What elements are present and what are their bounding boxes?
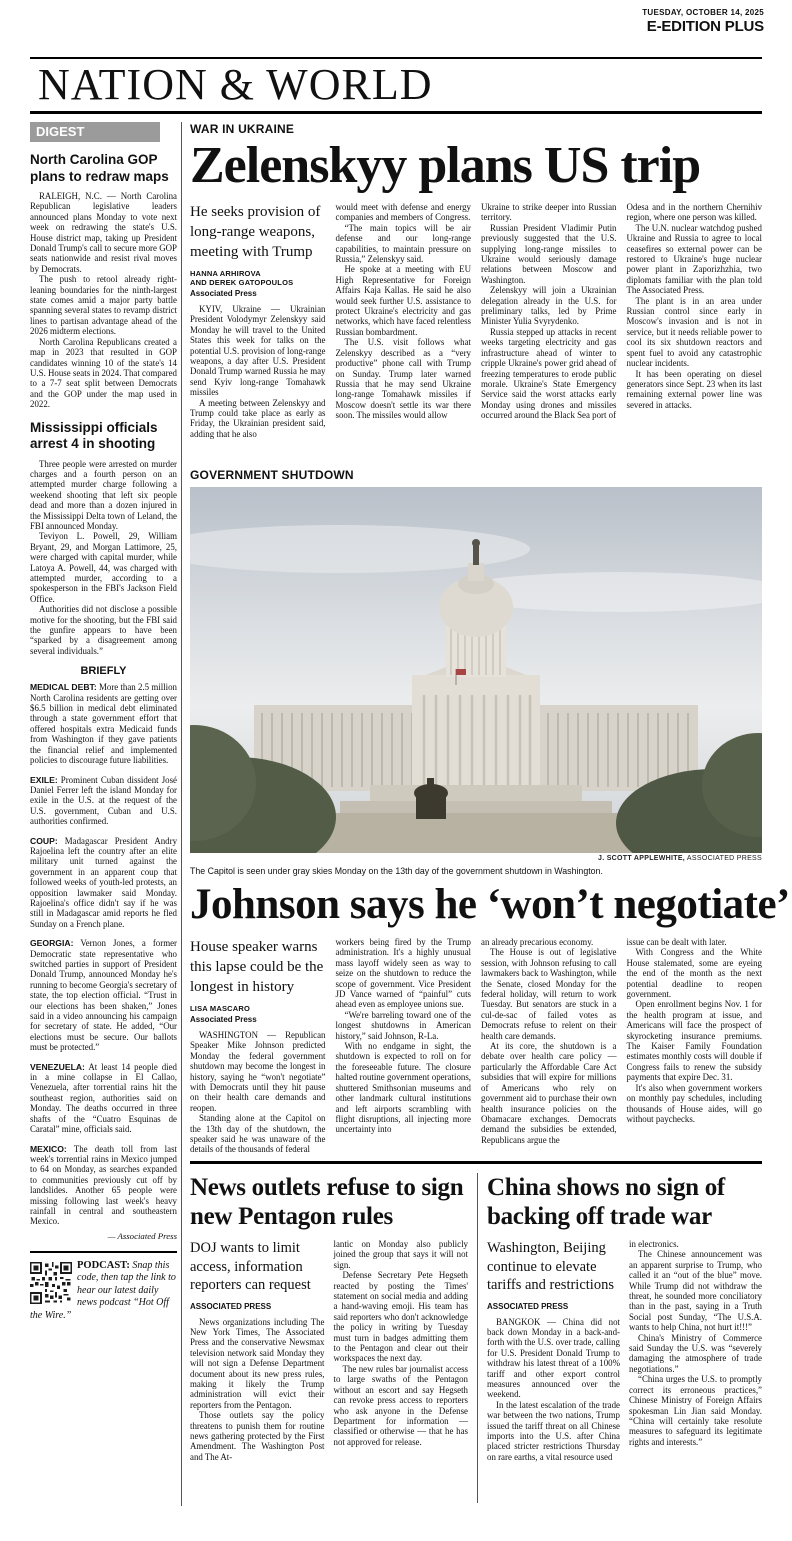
article-china [487,1173,762,1507]
brief-label: EXILE: [30,774,58,785]
paragraph: It's also when government workers on monthly pay schedules, including thousands of House aides, will go without paychecks. [626,1082,762,1124]
paragraph: China's Ministry of Commerce said Sunday the U.S. was “severely damaging the atmosphere of trade negotiations.” [629,1332,762,1374]
edition-date: TUESDAY, OCTOBER 14, 2025 [642,8,764,17]
paragraph: “We're barreling toward one of the longest shutdowns in American history,” said Johnson, R-La. [335,1009,471,1041]
article-zelenskyy [190,122,762,458]
brief-text: Vernon Jones, a former Democratic state representative who switched parties in support of President Donald Trump, announced Monday he's running to become Georgia's secretary of state, the top election official. “Trust in our elections has been shaken,” Jones said in a video announcing his campaign for secretary of state. He added, “Our elections must be secure. Our ballots must be protected.” [30,938,177,1053]
byline-credit: Associated Press [190,1015,257,1024]
paragraph: Three people were arrested on murder charges and a fourth person on an attempted murder charge following a weekend shooting that left six people dead and more than a dozen injured in the Mississippi Delta town of Leland, the FBI announced Monday. [30,458,177,531]
paragraph: would meet with defense and energy companies and members of Congress. [335,202,471,223]
article-columns [190,937,762,1155]
photo-credit-agency: ASSOCIATED PRESS [686,855,762,862]
capitol-illustration [190,487,762,853]
byline: HANNA ARHIROVA [190,269,261,278]
qr-code-icon [30,1262,72,1304]
paragraph: The U.N. nuclear watchdog pushed Ukraine and Russia to agree to local ceasefires so external power can be restored to Ukraine's huge nuclear power plant in Zaporizhzhia, two diplomats familiar with the plan told The Associated Press. [626,222,762,296]
paragraph: With Congress and the White House stalemated, some are eyeing the end of the month as the next potential deadline to reopen government. [626,947,762,1000]
column [627,202,763,458]
paragraph: The new rules bar journalist access to large swaths of the Pentagon without an escort and say Hegseth can revoke press access to reporters who ask anyone in the Defense Department for information — classified or otherwise — that he has not approved for release. [333,1363,468,1447]
photo-credit-name: J. SCOTT APPLEWHITE, [598,855,686,862]
brief-item [30,682,177,765]
brief-item [30,775,177,827]
brief-item [30,1062,177,1135]
paragraph: At its core, the shutdown is a debate over health care policy — particularly the Affordable Care Act subsidies that will expire for millions of Americans who rely on government aid to purchase their own health insurance policies on the Obamacare exchanges. Democrats demand the subsidies be extended, Republicans argue the [481,1041,617,1145]
section-masthead [30,57,762,114]
paragraph: Russia stepped up attacks in recent weeks targeting electricity and gas infrastructure ahead of winter to cripple Ukraine's power grid ahead of freezing temperatures to erode public morale. Ukraine's State Emergency Service said the worst attacks early Monday using drones and missiles occurred around the Black Sea port of [481,326,617,421]
column [190,1239,325,1507]
paragraph: He spoke at a meeting with EU High Representative for Foreign Affairs Kaja Kallas. He said he also would seek further U.S. assistance to protect Ukraine's electricity and gas networks, which have faced relentless Russian bombardment. [335,264,471,337]
paragraph: KYIV, Ukraine — Ukrainian President Volodymyr Zelenskyy said Monday he will travel to the United States this week for talks on the potential U.S. provision of long-range weapons, a day after U.S. President Donald Trump warned Russia he may send Kyiv long-range Tomahawk missiles [190,304,326,398]
article-columns [487,1239,762,1507]
paragraph: Open enrollment begins Nov. 1 for the health program at issue, and Americans will face the prospect of skyrocketing insurance premiums. The Kaiser Family Foundation estimates monthly costs will double if Congress fails to renew the subsidy payments that expire Dec. 31. [626,999,762,1083]
paragraph: News organizations including The New York Times, The Associated Press and the conservative Newsmax television network said Monday they will not sign a Defense Department document about its new press rules, making it likely the Trump administration will evict their reporters from the Pentagon. [190,1316,325,1410]
byline-credit: Associated Press [190,289,257,298]
deck: House speaker warns this lapse could be the longest in history [190,939,324,995]
paragraph: in electronics. [629,1239,679,1249]
page-title: NATION & WORLD [38,60,433,109]
brief-label: MEXICO: [30,1143,67,1154]
brief-text: More than 2.5 million North Carolina residents are getting over $6.5 billion in medical debt eliminated through a state government effort that offered hospitals extra Medicaid funds from Washington if they gave patients the financial relief and implemented policies to discourage future liabilities. [30,682,177,766]
column [336,202,472,458]
byline: ASSOCIATED PRESS [487,1301,569,1311]
paragraph: The U.S. visit follows what Zelenskyy described as a “very productive” phone call with Trump on Sunday. Trump later warned Russia that he may send Ukraine long-range Tomahawk missiles if Moscow doesn't settle its war there soon. The missiles would allow [335,337,471,421]
paragraph: workers being fired by the Trump administration. It's a highly unusual mass layoff widely seen as way to seize on the shutdown to reduce the scope of government. Vice President JD Vance warned of “painful” cuts ahead even as employee unions sue. [335,937,471,1010]
brief-item [30,1144,177,1227]
kicker: GOVERNMENT SHUTDOWN [190,468,354,482]
podcast-text: Snap this code, then tap the link to hear our latest daily news podcast “Hot Off the Wire.” [30,1259,176,1321]
paragraph: an already precarious economy. [481,937,594,947]
byline: ASSOCIATED PRESS [190,1301,272,1311]
paragraph: The plant is in an area under Russian control since early in Moscow's invasion and is not in service, but it needs reliable power to cool its six shutdown reactors and spent fuel to avoid any catastrophic nuclear incidents. [626,295,762,369]
byline: LISA MASCARO [190,1004,251,1013]
paragraph: North Carolina Republicans created a map in 2023 that resulted in GOP candidates winning 10 of the state's 14 U.S. House seats in 2024. That compared to a 7-7 seat split between Democrats and the GOP under the map used in 2022. [30,336,177,410]
column [336,937,472,1155]
paragraph: Those outlets say the policy threatens to punish them for routine news gathering protected by the First Amendment. The Washington Post and The At- [190,1410,325,1462]
column [487,1239,620,1507]
paragraph: Ukraine to strike deeper into Russian territory. [481,202,617,223]
digest-rail [30,122,177,1322]
section-divider [190,1161,762,1164]
paragraph: lantic on Monday also publicly joined the group that says it will not sign. [333,1239,468,1270]
paragraph: In the latest escalation of the trade war between the two nations, Trump issued the tariff threat on all Chinese imports into the U.S. after China placed stricter restrictions Thursday on rare earths, a vital resource used [487,1399,620,1462]
paragraph: With no endgame in sight, the shutdown is expected to roll on for the foreseeable future. The closure halted routine government operations, shuttered Smithsonian museums and other landmark cultural institutions and left airports scrambling with flight disruptions, all injecting more uncertainty into [335,1041,471,1135]
paragraph: Defense Secretary Pete Hegseth reacted by posting the Times' statement on social media and adding a hand-waving emoji. His team has said reporters who don't acknowledge the policy in writing by Tuesday must turn in badges admitting them to the Pentagon and clear out their workspaces the next day. [333,1270,468,1364]
column [334,1239,469,1507]
article-shutdown [190,468,790,1155]
brief-text: Madagascar President Andry Rajoelina left the country after an elite military unit turned against the government in an apparent coup that followed weeks of youth-led protests, an opposition lawmaker said Monday. Rajoelina's office didn't say if he was still in Madagascar amid reports he fled Sunday on a French plane. [30,835,178,929]
column [190,202,326,458]
paragraph: A meeting between Zelenskyy and Trump could take place as early as Friday, the Ukrainian president said, adding that he also [190,397,326,439]
capitol-photo [190,487,762,853]
paragraph: “The main topics will be air defense and our long-range capabilities, to maintain pressure on Russia,” Zelenskyy said. [335,222,471,265]
brief-text: The death toll from last week's torrential rains in Mexico jumped to 64 on Monday, as searches expanded to communities previously cut off by landslides. Another 65 people were missing following last week's heavy rainfall in central and southeastern Mexico. [30,1143,177,1227]
deck: DOJ wants to limit access, information reporters can request [190,1240,311,1293]
paragraph: Zelenskyy will join a Ukrainian delegation already in the U.S. for preliminary talks, led by Prime Minister Yulia Svyrydenko. [481,285,617,327]
brief-label: MEDICAL DEBT: [30,682,97,693]
digest-story-headline: North Carolina GOP plans to redraw maps [30,152,169,184]
digest-story-headline: Mississippi officials arrest 4 in shooting [30,419,158,452]
paragraph: issue can be dealt with later. [626,937,727,947]
story-divider [477,1173,478,1503]
paragraph: Teviyon L. Powell, 29, William Bryant, 29, and Morgan Lattimore, 25, were charged with capital murder, while Latoya A. Powell, 44, was charged with attempted murder, according to a spokesperson in the FBI's Jackson Field Office. [30,531,177,604]
paragraph: WASHINGTON — Republican Speaker Mike Johnson predicted Monday the federal government shutdown may become the longest in history, saying he “won't negotiate” with Democrats until they hit pause on their health care demands and reopen. [190,1030,326,1113]
paragraph: The push to retool already right-leaning boundaries for the ninth-largest state comes amid a major party battle spanning several states to revamp district lines to partisan advantage ahead of the 2026 midterm elections. [30,274,177,337]
deck: Washington, Beijing continue to elevate tariffs and restrictions [487,1240,614,1293]
column [481,937,617,1155]
podcast-label: PODCAST: [77,1259,130,1271]
brief-item [30,836,177,930]
paragraph: Russian President Vladimir Putin previously suggested that the U.S. supplying long-range missiles to Ukraine would seriously damage relations between Moscow and Washington. [481,222,617,285]
deck: He seeks provision of long-range weapons, meeting with Trump [190,204,321,260]
rail-divider [181,122,182,1506]
headline: China shows no sign of backing off trade war [487,1174,725,1230]
paragraph: It has been operating on diesel generators since Sept. 23 when its last remaining external power line was severed in attacks. [626,368,762,410]
column [627,937,763,1155]
podcast-promo [30,1251,177,1323]
column [481,202,617,458]
photo-caption: The Capitol is seen under gray skies Monday on the 13th day of the government shutdown in Washington. [190,866,603,876]
brief-text: At least 14 people died in a mine collapse in El Callao, Venezuela, after torrential rains hit the southeast region, authorities said on Monday. The deaths occurred in three shafts of the “Cuatro Esquinas de Caratal” mine, officials said. [30,1061,177,1135]
headline: Johnson says he ‘won’t negotiate’ [190,881,790,928]
article-columns [190,202,762,458]
brief-label: COUP: [30,835,58,846]
paragraph: Odesa and in the northern Chernihiv region, where one person was killed. [626,202,762,223]
photo-credit [190,855,762,862]
edition-header [642,8,764,35]
brief-label: VENEZUELA: [30,1061,85,1072]
briefly-title: BRIEFLY [80,665,127,678]
headline: News outlets refuse to sign new Pentagon rules [190,1174,464,1230]
column [629,1239,762,1507]
edition-label: E-EDITION PLUS [646,18,764,35]
article-columns [190,1239,468,1507]
paragraph: RALEIGH, N.C. — North Carolina Republican legislative leaders announced plans Monday to vote next week on redrawing the state's U.S. House district map, taking up President Donald Trump's call to secure more GOP seats nationwide and resist rival moves by Democrats. [30,191,177,274]
paragraph: The House is out of legislative session, with Johnson refusing to call lawmakers back to Washington, while the Senate, closed Monday for the federal holiday, will return to work Tuesday. But senators are stuck in a cul-de-sac of failed votes as Democrats refuse to relent on their health care demands. [481,947,617,1041]
byline: AND DEREK GATOPOULOS [190,278,294,287]
paragraph: Standing alone at the Capitol on the 13th day of the shutdown, the speaker said he was unaware of the details of the thousands of federal [190,1113,326,1155]
brief-text: Prominent Cuban dissident José Daniel Ferrer left the island Monday for exile in the U.S. at the request of the U.S. government, Cuban and U.S. authorities confirmed. [30,774,177,827]
brief-item [30,938,177,1052]
paragraph: Authorities did not disclose a possible motive for the shooting, but the FBI said the gunfire appears to have been “sparked by a disagreement among several individuals.” [30,604,177,656]
paragraph: BANGKOK — China did not back down Monday in a back-and-forth with the U.S. over trade, calling for U.S. President Donald Trump to withdraw his latest threat of a 100% tariff and other export control measures announced over the weekend. [487,1316,620,1400]
paragraph: The Chinese announcement was an apparent surprise to Trump, who called it an “out of the blue” move. While Trump did not withdraw the threat, he sounded more conciliatory than in the past, saying in a Truth Social post Sunday, “The U.S.A. wants to help China, not hurt it!!!” [629,1249,762,1333]
attribution: — Associated Press [107,1230,177,1241]
headline: Zelenskyy plans US trip [190,137,701,194]
column [190,937,326,1155]
brief-label: GEORGIA: [30,938,74,949]
digest-label: DIGEST [30,122,160,142]
article-pentagon [190,1173,468,1507]
paragraph: “China urges the U.S. to promptly correct its erroneous practices,” Chinese Ministry of Foreign Affairs spokesman Lin Jian said Monday. “China will certainly take resolute measures to safeguard its legitimate rights and interests.” [629,1374,762,1447]
kicker: WAR IN UKRAINE [190,122,295,136]
